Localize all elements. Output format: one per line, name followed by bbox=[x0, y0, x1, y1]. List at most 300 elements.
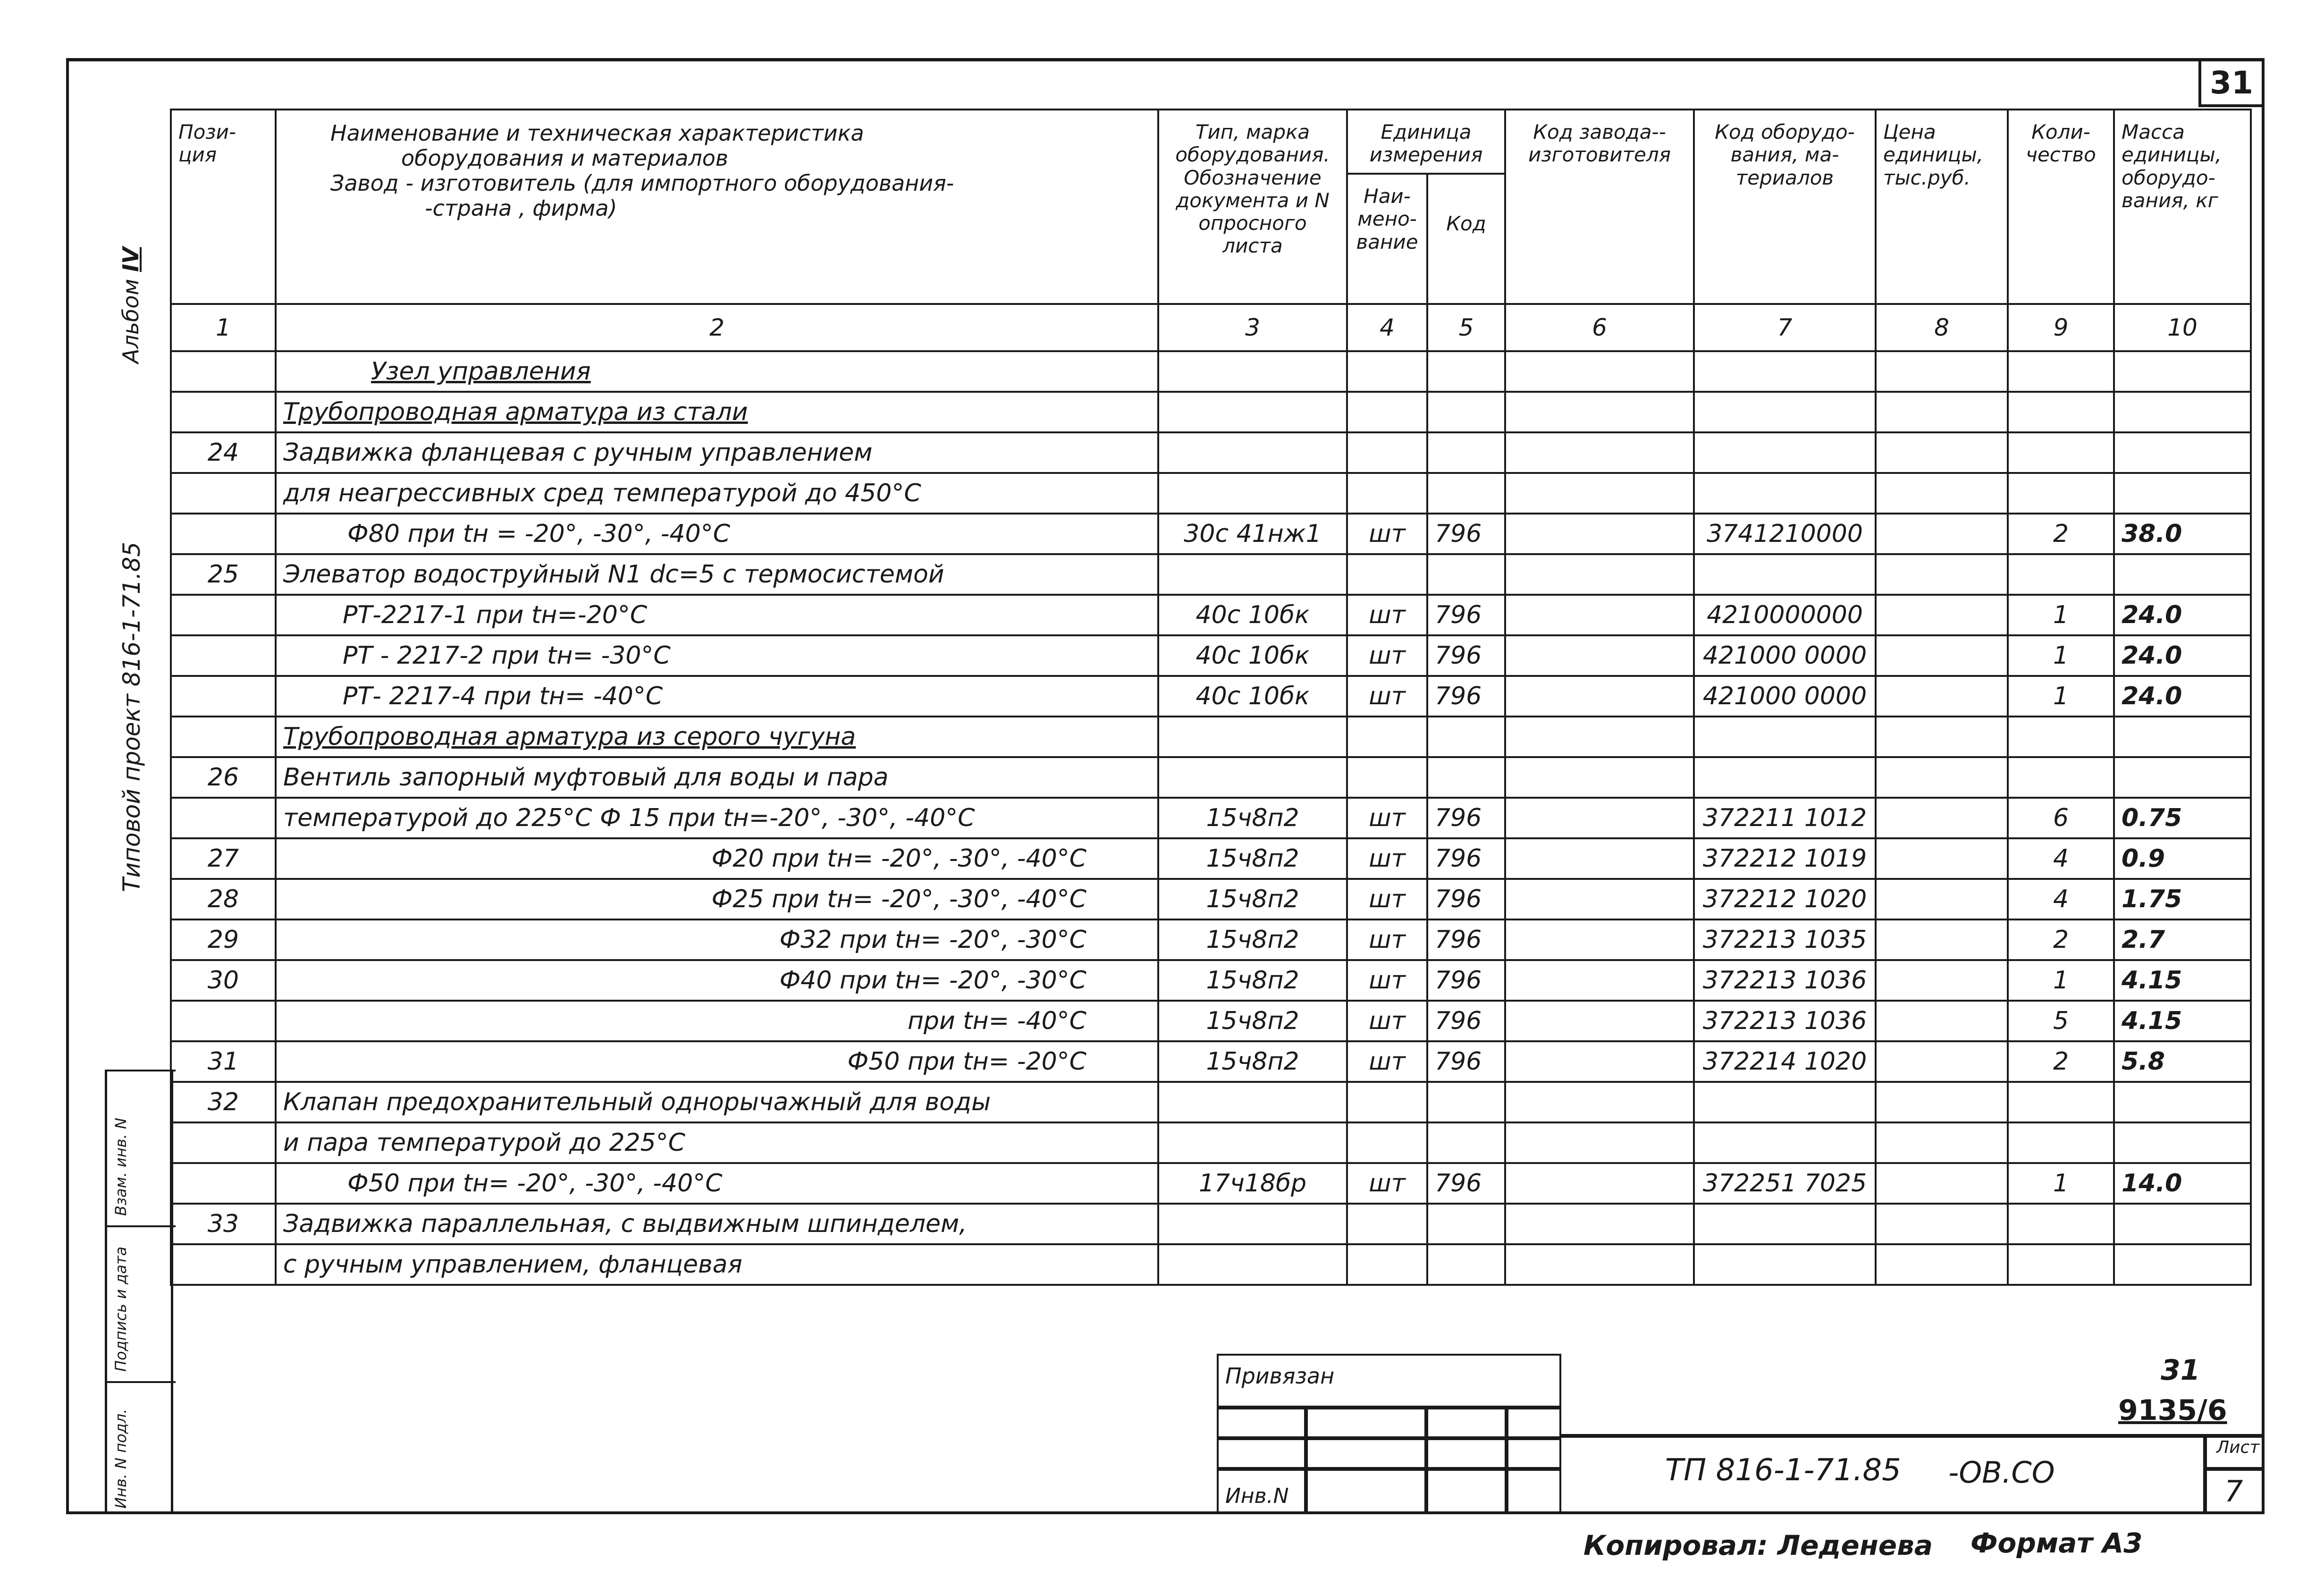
cell-factory bbox=[1505, 351, 1694, 392]
cell-unit: шт bbox=[1347, 1041, 1427, 1082]
cell-type bbox=[1158, 432, 1347, 473]
table-row bbox=[171, 1001, 2251, 1041]
cell-mass bbox=[2114, 757, 2251, 798]
cell-unit bbox=[1347, 1122, 1427, 1163]
cell-pos bbox=[171, 595, 276, 635]
cell-mass bbox=[2114, 473, 2251, 514]
cell-factory bbox=[1505, 1244, 1694, 1285]
col-num: 6 bbox=[1505, 304, 1694, 351]
cell-pos: 31 bbox=[171, 1041, 276, 1082]
cell-mass bbox=[2114, 351, 2251, 392]
table-row bbox=[171, 1244, 2251, 1285]
cell-unit bbox=[1347, 757, 1427, 798]
cell-name: Ф50 при tн= -20°, -30°, -40°С bbox=[276, 1163, 1158, 1204]
cell-code bbox=[1427, 554, 1505, 595]
cell-code bbox=[1427, 757, 1505, 798]
cell-unit bbox=[1347, 473, 1427, 514]
cell-type bbox=[1158, 717, 1347, 757]
cell-mass: 4.15 bbox=[2114, 1001, 2251, 1041]
cell-equip: 372212 1019 bbox=[1694, 838, 1876, 879]
binding-vline bbox=[1505, 1406, 1508, 1514]
cell-factory bbox=[1505, 1001, 1694, 1041]
cell-equip bbox=[1694, 757, 1876, 798]
cell-code bbox=[1427, 392, 1505, 432]
header-position: Пози-ция bbox=[171, 110, 276, 304]
cell-code: 796 bbox=[1427, 676, 1505, 717]
cell-name: Трубопроводная арматура из стали bbox=[276, 392, 1158, 432]
cell-qty bbox=[2008, 717, 2114, 757]
cell-code bbox=[1427, 351, 1505, 392]
cell-mass: 24.0 bbox=[2114, 595, 2251, 635]
header-unit: Единица измерения bbox=[1347, 110, 1505, 174]
cell-type bbox=[1158, 1244, 1347, 1285]
cell-name: Элеватор водоструйный N1 dc=5 с термосистемой bbox=[276, 554, 1158, 595]
cell-price bbox=[1876, 757, 2008, 798]
cell-unit bbox=[1347, 1204, 1427, 1244]
cell-pos: 26 bbox=[171, 757, 276, 798]
cell-pos bbox=[171, 1122, 276, 1163]
cell-code bbox=[1427, 1122, 1505, 1163]
cell-factory bbox=[1505, 919, 1694, 960]
cell-pos bbox=[171, 473, 276, 514]
table-row bbox=[171, 1163, 2251, 1204]
cell-unit bbox=[1347, 432, 1427, 473]
cell-equip bbox=[1694, 351, 1876, 392]
cell-unit: шт bbox=[1347, 960, 1427, 1001]
cell-code bbox=[1427, 432, 1505, 473]
cell-equip bbox=[1694, 473, 1876, 514]
cell-pos bbox=[171, 635, 276, 676]
header-name-line3: Завод - изготовитель (для импортного оборудования- bbox=[330, 170, 954, 196]
cell-price bbox=[1876, 432, 2008, 473]
cell-equip bbox=[1694, 1204, 1876, 1244]
cell-qty: 2 bbox=[2008, 514, 2114, 554]
cell-qty bbox=[2008, 757, 2114, 798]
cell-name: РТ- 2217-4 при tн= -40°С bbox=[276, 676, 1158, 717]
cell-factory bbox=[1505, 717, 1694, 757]
header-quantity: Коли-чество bbox=[2008, 110, 2114, 304]
cell-equip bbox=[1694, 432, 1876, 473]
cell-mass: 38.0 bbox=[2114, 514, 2251, 554]
header-mass: Масса единицы, оборудо-вания, кг bbox=[2114, 110, 2251, 304]
cell-unit: шт bbox=[1347, 798, 1427, 838]
cell-qty: 1 bbox=[2008, 635, 2114, 676]
table-row bbox=[171, 717, 2251, 757]
cell-mass: 2.7 bbox=[2114, 919, 2251, 960]
cell-price bbox=[1876, 392, 2008, 432]
cell-factory bbox=[1505, 432, 1694, 473]
cell-qty: 6 bbox=[2008, 798, 2114, 838]
cell-code: 796 bbox=[1427, 635, 1505, 676]
table-row bbox=[171, 595, 2251, 635]
cell-pos bbox=[171, 392, 276, 432]
cell-factory bbox=[1505, 635, 1694, 676]
cell-name: и пара температурой до 225°С bbox=[276, 1122, 1158, 1163]
header-equipment-code: Код оборудо-вания, ма-териалов bbox=[1694, 110, 1876, 304]
col-num: 10 bbox=[2114, 304, 2251, 351]
header-row bbox=[171, 110, 2251, 174]
cell-code: 796 bbox=[1427, 879, 1505, 919]
cell-unit: шт bbox=[1347, 676, 1427, 717]
title-block bbox=[1217, 1354, 2265, 1514]
cell-unit bbox=[1347, 554, 1427, 595]
cell-unit bbox=[1347, 392, 1427, 432]
cell-factory bbox=[1505, 676, 1694, 717]
cell-mass bbox=[2114, 1204, 2251, 1244]
cell-type: 15ч8п2 bbox=[1158, 798, 1347, 838]
cell-qty bbox=[2008, 473, 2114, 514]
cell-factory bbox=[1505, 473, 1694, 514]
cell-type bbox=[1158, 757, 1347, 798]
cell-code bbox=[1427, 473, 1505, 514]
cell-name: Задвижка параллельная, с выдвижным шпинделем, bbox=[276, 1204, 1158, 1244]
cell-type: 15ч8п2 bbox=[1158, 960, 1347, 1001]
cell-unit bbox=[1347, 1082, 1427, 1122]
cell-price bbox=[1876, 595, 2008, 635]
table-row bbox=[171, 351, 2251, 392]
cell-price bbox=[1876, 514, 2008, 554]
cell-mass: 0.9 bbox=[2114, 838, 2251, 879]
cell-qty: 1 bbox=[2008, 595, 2114, 635]
cell-mass bbox=[2114, 1244, 2251, 1285]
binding-line bbox=[1217, 1436, 1561, 1440]
col-num: 3 bbox=[1158, 304, 1347, 351]
sheet-label: Лист bbox=[2216, 1438, 2260, 1457]
binding-vline bbox=[1304, 1406, 1308, 1514]
cell-name: Клапан предохранительный однорычажный для воды bbox=[276, 1082, 1158, 1122]
cell-pos bbox=[171, 798, 276, 838]
cell-equip: 421000 0000 bbox=[1694, 676, 1876, 717]
stamp-divider bbox=[107, 1225, 176, 1227]
cell-type: 15ч8п2 bbox=[1158, 838, 1347, 879]
cell-factory bbox=[1505, 1082, 1694, 1122]
header-price: Цена единицы, тыс.руб. bbox=[1876, 110, 2008, 304]
cell-pos: 32 bbox=[171, 1082, 276, 1122]
cell-mass: 4.15 bbox=[2114, 960, 2251, 1001]
cell-type bbox=[1158, 1122, 1347, 1163]
cell-pos: 30 bbox=[171, 960, 276, 1001]
cell-name: Ф80 при tн = -20°, -30°, -40°С bbox=[276, 514, 1158, 554]
cell-type: 17ч18бр bbox=[1158, 1163, 1347, 1204]
cell-pos bbox=[171, 1163, 276, 1204]
cell-price bbox=[1876, 554, 2008, 595]
cell-factory bbox=[1505, 879, 1694, 919]
cell-name: Ф40 при tн= -20°, -30°С bbox=[276, 960, 1158, 1001]
cell-pos: 24 bbox=[171, 432, 276, 473]
table-row bbox=[171, 514, 2251, 554]
header-type: Тип, марка оборудования. Обозначение документа и N опросного листа bbox=[1158, 110, 1347, 304]
cell-type: 40с 10бк bbox=[1158, 676, 1347, 717]
header-name-line1: Наименование и техническая характеристика bbox=[330, 120, 864, 146]
cell-equip: 372214 1020 bbox=[1694, 1041, 1876, 1082]
stamp-divider bbox=[107, 1070, 176, 1071]
header-unit-name: Наи-мено-вание bbox=[1347, 174, 1427, 304]
stamp-orig-inv: Инв. N подл. bbox=[112, 1408, 130, 1509]
cell-type bbox=[1158, 392, 1347, 432]
cell-factory bbox=[1505, 838, 1694, 879]
cell-qty bbox=[2008, 392, 2114, 432]
cell-factory bbox=[1505, 554, 1694, 595]
header-name-line2: оборудования и материалов bbox=[401, 145, 729, 171]
cell-price bbox=[1876, 1204, 2008, 1244]
cell-price bbox=[1876, 1122, 2008, 1163]
binding-line bbox=[1217, 1467, 1561, 1471]
cell-price bbox=[1876, 838, 2008, 879]
cell-factory bbox=[1505, 595, 1694, 635]
binding-label: Привязан bbox=[1225, 1363, 1335, 1389]
cell-price bbox=[1876, 676, 2008, 717]
cell-price bbox=[1876, 879, 2008, 919]
cell-code: 796 bbox=[1427, 960, 1505, 1001]
cell-unit bbox=[1347, 351, 1427, 392]
col-num: 8 bbox=[1876, 304, 2008, 351]
table-row bbox=[171, 1122, 2251, 1163]
cell-qty bbox=[2008, 432, 2114, 473]
table-row bbox=[171, 838, 2251, 879]
cell-price bbox=[1876, 960, 2008, 1001]
cell-qty: 5 bbox=[2008, 1001, 2114, 1041]
cell-mass: 5.8 bbox=[2114, 1041, 2251, 1082]
cell-price bbox=[1876, 1041, 2008, 1082]
cell-factory bbox=[1505, 1122, 1694, 1163]
cell-name: Задвижка фланцевая с ручным управлением bbox=[276, 432, 1158, 473]
copied-by: Копировал: Леденева bbox=[1583, 1529, 1933, 1561]
cell-qty: 1 bbox=[2008, 960, 2114, 1001]
cell-equip bbox=[1694, 1082, 1876, 1122]
cell-equip: 421000 0000 bbox=[1694, 635, 1876, 676]
cell-qty bbox=[2008, 1204, 2114, 1244]
cell-equip: 372213 1036 bbox=[1694, 1001, 1876, 1041]
cell-mass bbox=[2114, 554, 2251, 595]
cell-type: 40с 10бк bbox=[1158, 595, 1347, 635]
table-row bbox=[171, 635, 2251, 676]
cell-type: 15ч8п2 bbox=[1158, 1041, 1347, 1082]
col-num: 1 bbox=[171, 304, 276, 351]
cell-code: 796 bbox=[1427, 838, 1505, 879]
cell-pos: 33 bbox=[171, 1204, 276, 1244]
cell-equip bbox=[1694, 717, 1876, 757]
cell-price bbox=[1876, 1082, 2008, 1122]
cell-price bbox=[1876, 919, 2008, 960]
cell-qty: 2 bbox=[2008, 1041, 2114, 1082]
cell-unit: шт bbox=[1347, 1163, 1427, 1204]
col-num: 9 bbox=[2008, 304, 2114, 351]
stamp-replace-inv: Взам. инв. N bbox=[112, 1118, 130, 1216]
cell-type: 40с 10бк bbox=[1158, 635, 1347, 676]
col-num: 2 bbox=[276, 304, 1158, 351]
cell-pos bbox=[171, 717, 276, 757]
cell-unit: шт bbox=[1347, 879, 1427, 919]
cell-type bbox=[1158, 554, 1347, 595]
table-row bbox=[171, 473, 2251, 514]
table-body bbox=[171, 351, 2251, 1285]
album-number: IV bbox=[118, 247, 143, 272]
table-row bbox=[171, 919, 2251, 960]
cell-mass bbox=[2114, 717, 2251, 757]
cell-name: Ф32 при tн= -20°, -30°С bbox=[276, 919, 1158, 960]
cell-equip bbox=[1694, 554, 1876, 595]
cell-equip: 372251 7025 bbox=[1694, 1163, 1876, 1204]
cell-factory bbox=[1505, 1163, 1694, 1204]
cell-factory bbox=[1505, 757, 1694, 798]
table-row bbox=[171, 960, 2251, 1001]
document-suffix: -ОВ.СО bbox=[1948, 1455, 2055, 1490]
cell-code bbox=[1427, 1204, 1505, 1244]
cell-price bbox=[1876, 798, 2008, 838]
cell-code: 796 bbox=[1427, 798, 1505, 838]
cell-name: с ручным управлением, фланцевая bbox=[276, 1244, 1158, 1285]
cell-type bbox=[1158, 351, 1347, 392]
cell-code: 796 bbox=[1427, 1041, 1505, 1082]
table-row bbox=[171, 1204, 2251, 1244]
cell-type: 15ч8п2 bbox=[1158, 879, 1347, 919]
order-number: 9135/6 bbox=[2118, 1394, 2227, 1427]
cell-qty: 1 bbox=[2008, 676, 2114, 717]
cell-type: 30с 41нж1 bbox=[1158, 514, 1347, 554]
cell-mass: 24.0 bbox=[2114, 635, 2251, 676]
cell-type bbox=[1158, 1204, 1347, 1244]
table-row bbox=[171, 1082, 2251, 1122]
cell-mass bbox=[2114, 1122, 2251, 1163]
cell-qty bbox=[2008, 1122, 2114, 1163]
cell-qty: 2 bbox=[2008, 919, 2114, 960]
table-row bbox=[171, 757, 2251, 798]
table-row bbox=[171, 432, 2251, 473]
column-number-row bbox=[171, 304, 2251, 351]
cell-price bbox=[1876, 1001, 2008, 1041]
cell-factory bbox=[1505, 1204, 1694, 1244]
cell-pos bbox=[171, 1244, 276, 1285]
cell-unit: шт bbox=[1347, 838, 1427, 879]
approval-stamps bbox=[105, 1070, 173, 1514]
cell-pos bbox=[171, 676, 276, 717]
cell-equip: 372213 1035 bbox=[1694, 919, 1876, 960]
cell-price bbox=[1876, 717, 2008, 757]
cell-price bbox=[1876, 1244, 2008, 1285]
cell-name: при tн= -40°С bbox=[276, 1001, 1158, 1041]
cell-pos bbox=[171, 514, 276, 554]
cell-code: 796 bbox=[1427, 514, 1505, 554]
cell-equip: 3741210000 bbox=[1694, 514, 1876, 554]
inventory-label: Инв.N bbox=[1225, 1484, 1289, 1508]
cell-pos bbox=[171, 1001, 276, 1041]
cell-mass: 24.0 bbox=[2114, 676, 2251, 717]
sidebar bbox=[118, 156, 175, 892]
cell-name: Трубопроводная арматура из серого чугуна bbox=[276, 717, 1158, 757]
cell-mass bbox=[2114, 1082, 2251, 1122]
cell-code bbox=[1427, 1244, 1505, 1285]
cell-factory bbox=[1505, 1041, 1694, 1082]
cell-name: РТ - 2217-2 при tн= -30°С bbox=[276, 635, 1158, 676]
cell-name: Узел управления bbox=[276, 351, 1158, 392]
cell-equip: 372213 1036 bbox=[1694, 960, 1876, 1001]
col-num: 4 bbox=[1347, 304, 1427, 351]
cell-price bbox=[1876, 635, 2008, 676]
cell-mass: 1.75 bbox=[2114, 879, 2251, 919]
cell-unit: шт bbox=[1347, 919, 1427, 960]
cell-type bbox=[1158, 473, 1347, 514]
cell-pos: 29 bbox=[171, 919, 276, 960]
cell-name: Ф50 при tн= -20°С bbox=[276, 1041, 1158, 1082]
cell-factory bbox=[1505, 960, 1694, 1001]
cell-equip: 4210000000 bbox=[1694, 595, 1876, 635]
cell-code: 796 bbox=[1427, 595, 1505, 635]
cell-code bbox=[1427, 1082, 1505, 1122]
stamp-signature-date: Подпись и дата bbox=[112, 1246, 130, 1372]
table-row bbox=[171, 676, 2251, 717]
cell-factory bbox=[1505, 392, 1694, 432]
table-row bbox=[171, 554, 2251, 595]
equipment-table bbox=[170, 109, 2252, 1427]
cell-code: 796 bbox=[1427, 1163, 1505, 1204]
cell-name: Вентиль запорный муфтовый для воды и пара bbox=[276, 757, 1158, 798]
cell-qty bbox=[2008, 1244, 2114, 1285]
sheet-box-line bbox=[2203, 1434, 2207, 1514]
table-row bbox=[171, 798, 2251, 838]
cell-pos: 27 bbox=[171, 838, 276, 879]
col-num: 5 bbox=[1427, 304, 1505, 351]
cell-price bbox=[1876, 1163, 2008, 1204]
header-unit-code: Код bbox=[1427, 174, 1505, 304]
cell-unit bbox=[1347, 717, 1427, 757]
cell-qty: 4 bbox=[2008, 838, 2114, 879]
cell-qty: 1 bbox=[2008, 1163, 2114, 1204]
sheet-box-line bbox=[2203, 1467, 2265, 1471]
cell-qty bbox=[2008, 554, 2114, 595]
cell-mass bbox=[2114, 392, 2251, 432]
table-row bbox=[171, 1041, 2251, 1082]
sheet-value: 7 bbox=[2224, 1474, 2243, 1509]
sheet-number: 31 bbox=[2198, 58, 2265, 107]
cell-factory bbox=[1505, 798, 1694, 838]
col-num: 7 bbox=[1694, 304, 1876, 351]
cell-code bbox=[1427, 717, 1505, 757]
cell-name: Ф25 при tн= -20°, -30°, -40°С bbox=[276, 879, 1158, 919]
document-code: ТП 816-1-71.85 bbox=[1665, 1453, 1901, 1488]
cell-unit: шт bbox=[1347, 1001, 1427, 1041]
album-label bbox=[118, 247, 143, 363]
cell-unit bbox=[1347, 1244, 1427, 1285]
cell-mass: 0.75 bbox=[2114, 798, 2251, 838]
cell-type bbox=[1158, 1082, 1347, 1122]
cell-unit: шт bbox=[1347, 635, 1427, 676]
code-top-line bbox=[1561, 1434, 2265, 1438]
cell-qty: 4 bbox=[2008, 879, 2114, 919]
cell-unit: шт bbox=[1347, 595, 1427, 635]
cell-qty bbox=[2008, 1082, 2114, 1122]
header-factory-code: Код завода--изготовителя bbox=[1505, 110, 1694, 304]
table-row bbox=[171, 879, 2251, 919]
cell-type: 15ч8п2 bbox=[1158, 919, 1347, 960]
cell-equip bbox=[1694, 1244, 1876, 1285]
stamp-divider bbox=[107, 1381, 176, 1383]
cell-pos: 28 bbox=[171, 879, 276, 919]
cell-equip: 372211 1012 bbox=[1694, 798, 1876, 838]
cell-qty bbox=[2008, 351, 2114, 392]
cell-equip: 372212 1020 bbox=[1694, 879, 1876, 919]
page-number: 31 bbox=[2161, 1354, 2200, 1387]
cell-pos: 25 bbox=[171, 554, 276, 595]
header-name bbox=[276, 110, 1158, 304]
cell-equip bbox=[1694, 1122, 1876, 1163]
cell-name: Ф20 при tн= -20°, -30°, -40°С bbox=[276, 838, 1158, 879]
binding-vline bbox=[1424, 1406, 1428, 1514]
cell-mass: 14.0 bbox=[2114, 1163, 2251, 1204]
header-name-line4: -страна , фирма) bbox=[425, 195, 617, 221]
cell-code: 796 bbox=[1427, 1001, 1505, 1041]
cell-price bbox=[1876, 473, 2008, 514]
cell-name: температурой до 225°С Ф 15 при tн=-20°, -30°, -40°С bbox=[276, 798, 1158, 838]
